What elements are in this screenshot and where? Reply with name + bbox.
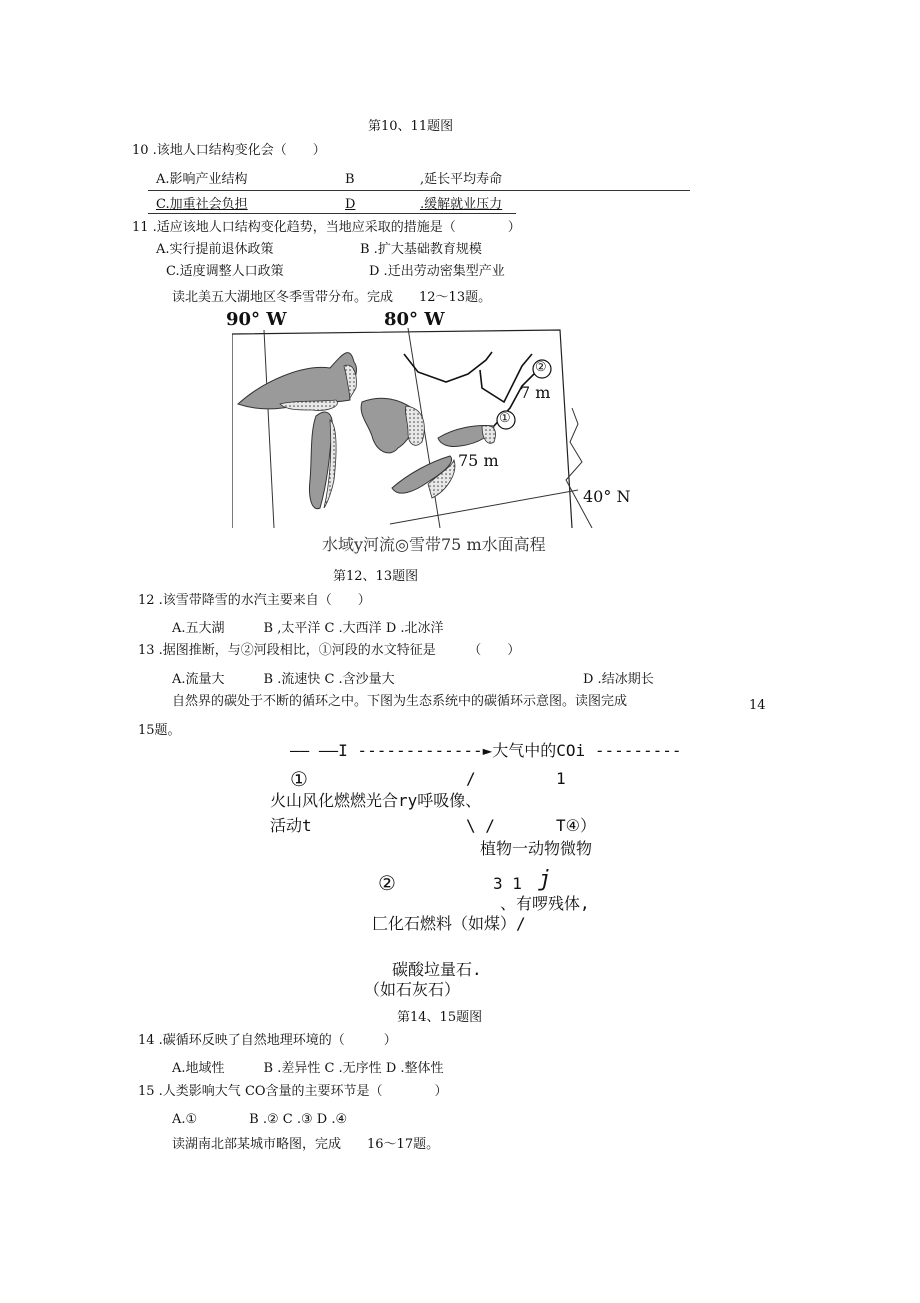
map-svg <box>232 309 626 528</box>
figure-caption-10-11: 第10、11题图 <box>368 119 454 134</box>
question-11-stem: 11 .适应该地人口结构变化趋势，当地应采取的措施是（ ） <box>132 220 521 235</box>
diagram-organisms: 植物一动物微物 <box>480 839 593 858</box>
diagram-label-4: T④） <box>556 816 596 835</box>
great-lakes-snowbelt-map <box>226 309 631 528</box>
label-river-2: ② <box>535 360 547 375</box>
intro-12-13: 读北美五大湖地区冬季雪带分布。完成 12～13题。 <box>172 290 492 305</box>
diagram-label-1: ① <box>290 767 308 791</box>
q10-option-d-text: .缓解就业压力 <box>420 197 503 212</box>
diagram-j: j <box>538 867 552 892</box>
q14-options: A.地域性 B .差异性 C .无序性 D .整体性 <box>172 1061 444 1076</box>
diagram-one: 1 <box>556 769 566 788</box>
q13-options: A.流量大 B .流速快 C .含沙量大 <box>172 672 395 687</box>
q11-option-c: C.适度调整人口政策 <box>166 264 284 279</box>
diagram-limestone: （如石灰石） <box>364 980 461 999</box>
map-legend: 水域y河流◎雪带75 m水面高程 <box>322 535 546 554</box>
diagram-carbonate: 碳酸垃量石. <box>392 960 482 979</box>
diagram-remains: 、有啰残体, <box>500 894 590 913</box>
elevation-7m: 7 m <box>520 383 551 402</box>
intro-16-17: 读湖南北部某城市略图，完成 16～17题。 <box>172 1137 440 1152</box>
q10-option-c: C.加重社会负担 <box>156 197 248 212</box>
figure-caption-12-13: 第12、13题图 <box>333 569 419 584</box>
diagram-processes: 火山风化燃燃光合ry呼吸像、 <box>270 791 482 810</box>
intro-14-15-continued: 15题。 <box>138 723 181 738</box>
question-14-stem: 14 .碳循环反映了自然地理环境的（ ） <box>138 1033 397 1048</box>
underline-c-d <box>148 213 516 214</box>
diagram-label-2: ② <box>378 871 396 895</box>
q11-option-b: B .扩大基础教育规模 <box>360 242 482 257</box>
divider-line <box>148 190 690 191</box>
q10-option-d-letter: D <box>345 197 356 212</box>
q11-option-d: D .迁出劳动密集型产业 <box>369 264 505 279</box>
diagram-line-atmosphere: —— ——I -------------►大气中的COi --------- <box>290 741 682 760</box>
intro-14-15: 自然界的碳处于不断的循环之中。下图为生态系统中的碳循环示意图。读图完成 <box>172 694 628 709</box>
diagram-activity: 活动t <box>270 816 312 835</box>
question-12-stem: 12 .该雪带降雪的水汽主要来自（ ） <box>138 593 371 608</box>
question-13-stem: 13 .据图推断，与②河段相比，①河段的水文特征是 （ ） <box>138 643 521 658</box>
q15-options: A.① B .② C .③ D .④ <box>172 1112 348 1127</box>
diagram-label-3: 3 1 <box>493 874 532 893</box>
label-90w: 90° W <box>226 309 287 330</box>
intro-14-15-number: 14 <box>749 698 766 713</box>
q12-options: A.五大湖 B ,太平洋 C .大西洋 D .北冰洋 <box>172 621 444 636</box>
elevation-75m: 75 m <box>458 451 499 470</box>
q10-option-b-letter: B <box>345 172 355 187</box>
figure-caption-14-15: 第14、15题图 <box>397 1010 483 1025</box>
label-river-1: ① <box>499 411 511 426</box>
question-10-stem: 10 .该地人口结构变化会（ ） <box>132 143 326 158</box>
q10-option-b-text: ,延长平均寿命 <box>420 172 503 187</box>
q13-option-d: D .结冰期长 <box>583 672 654 687</box>
label-80w: 80° W <box>384 309 445 330</box>
q10-option-a: A.影响产业结构 <box>156 172 248 187</box>
label-40n: 40° N <box>583 487 631 506</box>
diagram-slash: / <box>466 769 476 788</box>
diagram-arrows: \ / <box>466 816 495 835</box>
q11-option-a: A.实行提前退休政策 <box>156 242 274 257</box>
question-15-stem: 15 .人类影响大气 CO含量的主要环节是（ ） <box>138 1084 448 1099</box>
diagram-fossil-fuel: 匚化石燃料（如煤）/ <box>372 914 526 933</box>
